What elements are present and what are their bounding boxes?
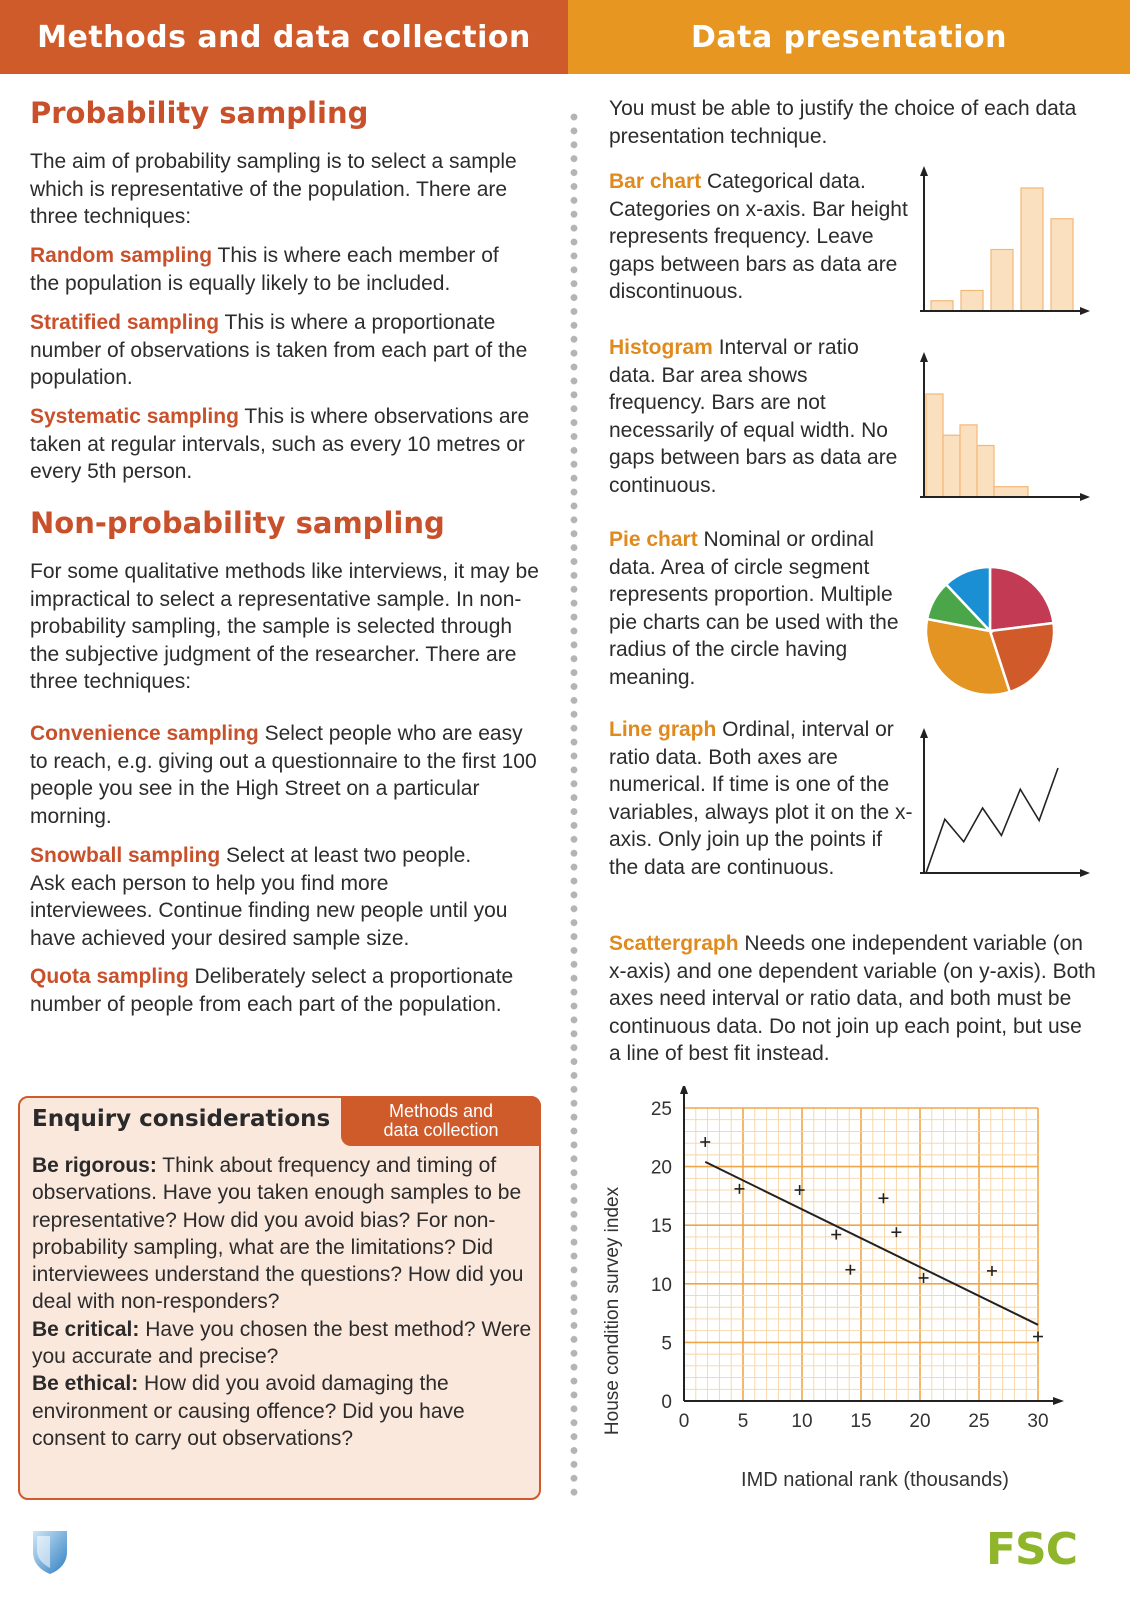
pie-chart-paragraph <box>609 526 921 691</box>
scatter-y-arrow <box>680 1086 688 1094</box>
bar-text: Categorical data. Categories on x-axis. Bar height represents frequency. Leave gaps between bars as data are discontinuous. <box>609 170 908 303</box>
bar-chart-bar <box>991 250 1013 312</box>
pie-slices <box>926 567 1054 695</box>
histogram-bar <box>960 425 977 497</box>
critical-text: Have you chosen the best method? Were you accurate and precise? <box>32 1317 532 1369</box>
scatter-x-label: IMD national rank (thousands) <box>741 1469 1009 1491</box>
pie-slice <box>990 567 1053 631</box>
bar-chart-bar <box>961 291 983 312</box>
enquiry-tag <box>341 1096 541 1146</box>
scatter-y-tick: 15 <box>650 1216 672 1238</box>
enquiry-tag-line2: data collection <box>383 1120 499 1140</box>
scatter-y-tick: 0 <box>661 1392 672 1413</box>
line-graph-x-arrow <box>1080 869 1090 877</box>
header-methods <box>0 0 568 74</box>
convenience-sampling-paragraph <box>30 720 540 830</box>
histogram-bar <box>994 487 1028 497</box>
scatter-grid <box>684 1108 1038 1401</box>
scatter-x-arrow <box>1053 1397 1064 1405</box>
presentation-intro: You must be able to justify the choice of each data presentation technique. <box>609 97 1077 148</box>
header-methods-title: Methods and data collection <box>37 19 531 55</box>
enquiry-tag-line1: Methods and <box>388 1101 494 1121</box>
scatter-y-tick: 20 <box>650 1157 672 1179</box>
enquiry-considerations-box <box>18 1096 541 1500</box>
scatter-text: Needs one independent variable (on x-axis) and one dependent variable (on y-axis). Both axes need interval or ratio data, and both must be continuous data. Do not join up each point, but use a line of best fit instead. <box>609 932 1096 1065</box>
histogram-bars <box>926 394 1028 497</box>
snowball-text: Select at least two people. Ask each person to help you find more interviewees. Continue finding new people until you have achieved your desired sample size. <box>30 844 508 950</box>
probability-intro: The aim of probability sampling is to select a sample which is representative of the population. There are three techniques: <box>30 150 517 228</box>
line-graph-series <box>926 768 1058 873</box>
systematic-term: Systematic sampling <box>30 405 239 428</box>
scatter-y-tick: 5 <box>661 1333 672 1355</box>
scatter-x-tick: 5 <box>737 1411 749 1432</box>
bar-chart-x-arrow <box>1080 307 1090 315</box>
fsc-logo <box>986 1524 1077 1575</box>
pie-text: Nominal or ordinal data. Area of circle segment represents proportion. Multiple pie charts can be used with the radius of the circle having meaning. <box>609 528 899 689</box>
histogram-bar <box>943 435 960 497</box>
bar-chart-paragraph <box>609 168 909 306</box>
header-data-presentation <box>568 0 1130 74</box>
histogram-mini <box>916 352 1092 502</box>
probability-heading: Probability sampling <box>30 96 369 130</box>
line-graph-paragraph <box>609 716 914 881</box>
critical-label: Be critical: <box>32 1317 140 1341</box>
open-university-shield-logo <box>30 1528 70 1576</box>
enquiry-body <box>32 1152 532 1452</box>
bar-chart-mini <box>916 166 1092 316</box>
bar-chart-bar <box>931 301 953 311</box>
scatter-y-tick: 25 <box>650 1099 672 1120</box>
stratified-sampling-paragraph <box>30 309 530 392</box>
rigorous-text: Think about frequency and timing of observations. Have you taken enough samples to be representative? How did you avoid bias? For non-probability sampling, what are the limitations? Did interviewees understand the questions? How did you deal with non-responders? <box>32 1154 524 1314</box>
histogram-term: Histogram <box>609 336 713 359</box>
scatter-term: Scattergraph <box>609 932 739 955</box>
line-term: Line graph <box>609 718 717 741</box>
quota-text: Deliberately select a proportionate number of people from each part of the population. <box>30 965 514 1016</box>
pie-term: Pie chart <box>609 528 698 551</box>
bar-chart-y-arrow <box>920 166 928 176</box>
column-divider-dots <box>569 112 579 1502</box>
scatter-x-tick: 15 <box>850 1411 872 1432</box>
histogram-bar <box>926 394 943 497</box>
bar-chart-bar <box>1021 188 1043 311</box>
snowball-sampling-paragraph <box>30 842 510 952</box>
rigorous-label: Be rigorous: <box>32 1154 157 1177</box>
bar-chart-bar <box>1051 219 1073 311</box>
bar-term: Bar chart <box>609 170 702 193</box>
scatter-x-tick: 25 <box>968 1411 990 1432</box>
nonprobability-heading: Non-probability sampling <box>30 506 445 540</box>
scattergraph-paragraph <box>609 930 1099 1068</box>
histogram-paragraph <box>609 334 909 499</box>
scatter-y-tick: 10 <box>650 1274 672 1296</box>
stratified-term: Stratified sampling <box>30 311 220 334</box>
convenience-term: Convenience sampling <box>30 722 259 745</box>
header-presentation-title: Data presentation <box>690 19 1008 55</box>
histogram-text: Interval or ratio data. Bar area shows frequency. Bars are not necessarily of equal width. No gaps between bars as data are continuous. <box>609 336 898 497</box>
scatter-x-tick: 30 <box>1027 1411 1049 1432</box>
convenience-text: Select people who are easy to reach, e.g. giving out a questionnaire to the first 100 people you see in the High Street on a particular morning. <box>30 722 537 828</box>
random-text: This is where each member of the population is equally likely to be included. <box>30 244 499 295</box>
ethical-label: Be ethical: <box>32 1372 139 1396</box>
line-graph-mini <box>916 728 1092 878</box>
scatter-x-tick: 20 <box>909 1411 931 1432</box>
enquiry-title: Enquiry considerations <box>32 1106 331 1132</box>
scatter-y-label: House condition survey index <box>602 1186 623 1436</box>
ethical-text: How did you avoid damaging the environment or causing offence? Did you have consent to carry out observations? <box>32 1372 465 1450</box>
bar-chart-bars <box>931 188 1073 311</box>
scatter-x-tick: 10 <box>791 1411 813 1432</box>
line-graph-y-arrow <box>920 728 928 738</box>
quota-term: Quota sampling <box>30 965 189 988</box>
random-sampling-paragraph <box>30 242 530 297</box>
systematic-sampling-paragraph <box>30 403 530 486</box>
nonprobability-intro: For some qualitative methods like interviews, it may be impractical to select a representative sample. In non-probability sampling, the sample is selected through the subjective judgment of the researcher. There are three techniques: <box>30 560 539 693</box>
pie-chart-mini <box>922 563 1058 699</box>
scattergraph <box>600 1086 1100 1496</box>
scatter-x-tick: 0 <box>678 1411 690 1432</box>
quota-sampling-paragraph <box>30 963 530 1018</box>
histogram-x-arrow <box>1080 493 1090 501</box>
systematic-text: This is where observations are taken at regular intervals, such as every 10 metres or every 5th person. <box>30 405 530 483</box>
fsc-logo-text: FSC <box>986 1524 1078 1575</box>
snowball-term: Snowball sampling <box>30 844 221 867</box>
stratified-text: This is where a proportionate number of observations is taken from each part of the population. <box>30 311 528 389</box>
histogram-y-arrow <box>920 352 928 362</box>
random-term: Random sampling <box>30 244 213 267</box>
line-text: Ordinal, interval or ratio data. Both axes are numerical. If time is one of the variables, always plot it on the x-axis. Only join up the points if the data are continuous. <box>609 718 913 879</box>
histogram-bar <box>977 446 994 498</box>
